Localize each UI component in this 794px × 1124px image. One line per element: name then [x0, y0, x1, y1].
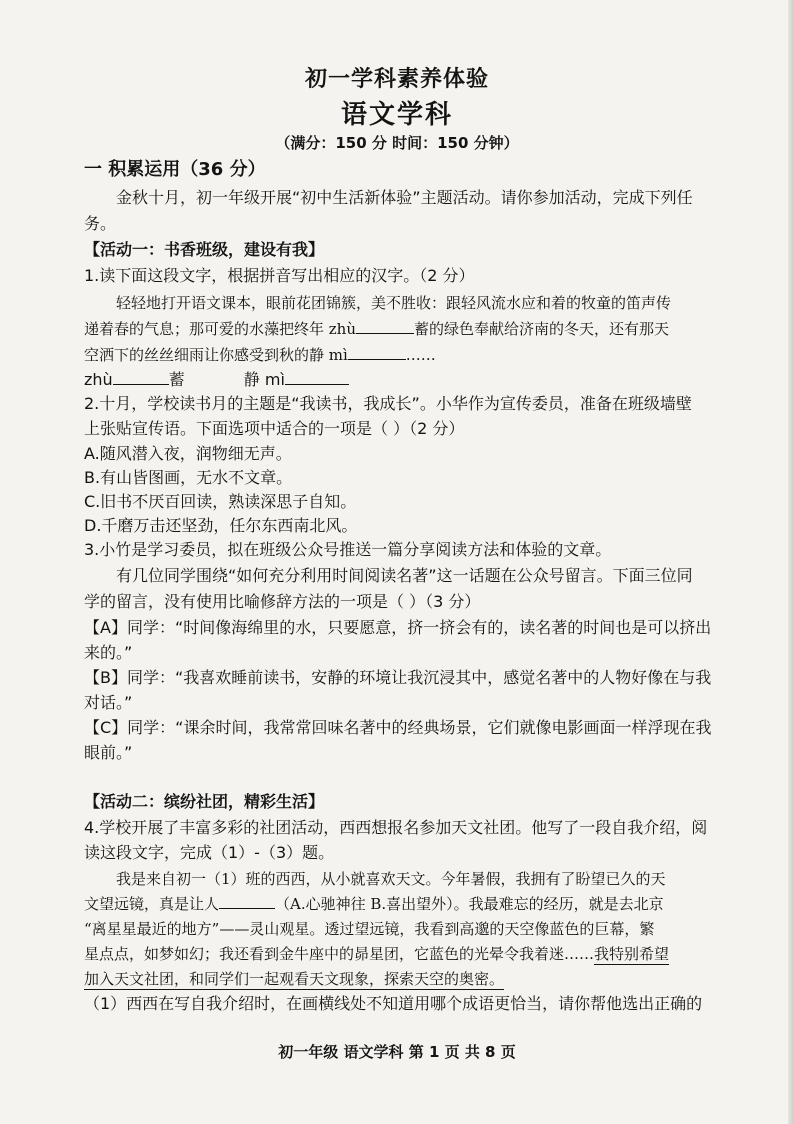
- comment-a: 【A】同学：“时间像海绵里的水，只要愿意，挤一挤会有的，读名著的时间也是可以挤出: [84, 618, 712, 637]
- underlined-text: 我特别希望: [594, 945, 670, 963]
- scan-edge: [788, 0, 794, 1124]
- comment-a: 来的。”: [84, 643, 133, 662]
- section-heading: 一 积累运用（36 分）: [84, 159, 266, 180]
- question-line: 有几位同学围绕“如何充分利用时间阅读名著”这一话题在公众号留言。下面三位同: [116, 566, 693, 585]
- activity-heading: 【活动二：缤纷社团，精彩生活】: [84, 792, 325, 811]
- question-prompt: 1.读下面这段文字，根据拼音写出相应的汉字。（2 分）: [84, 266, 475, 285]
- comment-b: 【B】同学：“我喜欢睡前读书，安静的环境让我沉浸其中，感觉名著中的人物好像在与我: [84, 668, 712, 687]
- comment-b: 对话。”: [84, 693, 133, 712]
- passage-line: [84, 894, 664, 914]
- inline-blank: [219, 894, 275, 909]
- question-line: 3.小竹是学习委员，拟在班级公众号推送一篇分享阅读方法和体验的文章。: [84, 540, 612, 559]
- passage-text: 文望远镜，真是让人: [84, 895, 220, 913]
- answer-blank[interactable]: [285, 370, 349, 385]
- passage-text: 递着春的气息；那可爱的水藻把终年 zhù: [84, 320, 356, 338]
- score-time-info: （满分：150 分 时间：150 分钟）: [275, 134, 519, 152]
- passage-text: 空洒下的丝丝细雨让你感受到秋的静 mì: [84, 346, 348, 364]
- passage-text: 星点点，如梦如幻；我还看到金牛座中的昴星团，它蓝色的光晕令我着迷……: [84, 945, 595, 963]
- answer-line: [84, 370, 349, 390]
- answer-pinyin: zhù: [84, 370, 113, 389]
- passage-text: ……: [405, 346, 436, 364]
- inline-blank: [356, 319, 414, 334]
- sub-question: （1）西西在写自我介绍时，在画横线处不知道用哪个成语更恰当，请你帮他选出正确的: [84, 994, 703, 1013]
- question-line: 4.学校开展了丰富多彩的社团活动，西西想报名参加天文社团。他写了一段自我介绍，阅: [84, 818, 708, 837]
- question-line: 2.十月，学校读书月的主题是“我读书，我成长”。小华作为宣传委员，准备在班级墙壁: [84, 394, 692, 413]
- activity-heading: 【活动一：书香班级，建设有我】: [84, 240, 325, 259]
- passage-line: [84, 969, 504, 989]
- passage-text: （A.心驰神往 B.喜出望外）。我最难忘的经历，就是去北京: [275, 895, 664, 913]
- option-b: B.有山皆图画，无水不文章。: [84, 468, 293, 487]
- passage-line: [84, 319, 669, 339]
- answer-char: 蓄: [168, 370, 185, 389]
- intro-line: 金秋十月，初一年级开展“初中生活新体验”主题活动。请你参加活动，完成下列任: [116, 188, 693, 207]
- option-a: A.随风潜入夜，润物细无声。: [84, 444, 292, 463]
- comment-c: 【C】同学：“课余时间，我常常回味名著中的经典场景，它们就像电影画面一样浮现在我: [84, 718, 712, 737]
- intro-line: 务。: [84, 214, 117, 233]
- comment-c: 眼前。”: [84, 743, 133, 762]
- passage-text: 蓄的绿色奉献给济南的冬天，还有那天: [414, 320, 670, 338]
- passage-line: 我是来自初一（1）班的西西，从小就喜欢天文。今年暑假，我拥有了盼望已久的天: [116, 870, 666, 888]
- underlined-text: 加入天文社团，和同学们一起观看天文现象，探索天空的奥密。: [84, 970, 505, 988]
- exam-title: 初一学科素养体验: [304, 67, 489, 92]
- passage-line: 轻轻地打开语文课本，眼前花团锦簇，美不胜收：跟轻风流水应和着的牧童的笛声传: [116, 294, 672, 312]
- passage-line: [84, 944, 669, 964]
- question-line: 读这段文字，完成（1）-（3）题。: [84, 843, 335, 862]
- option-c: C.旧书不厌百回读，熟读深思子自知。: [84, 492, 357, 511]
- question-line: 学的留言，没有使用比喻修辞方法的一项是（ ）（3 分）: [84, 592, 481, 611]
- passage-line: “离星星最近的地方”——灵山观星。透过望远镜，我看到高邈的天空像蓝色的巨幕，繁: [84, 920, 655, 938]
- subject-title: 语文学科: [340, 100, 453, 130]
- answer-blank[interactable]: [113, 370, 169, 385]
- answer-label: 静 mì: [243, 370, 285, 389]
- passage-line: [84, 345, 436, 365]
- page-footer: 初一年级 语文学科 第 1 页 共 8 页: [278, 1043, 516, 1061]
- inline-blank: [348, 345, 406, 360]
- question-line: 上张贴宣传语。下面选项中适合的一项是（ ）（2 分）: [84, 419, 465, 438]
- option-d: D.千磨万击还坚劲，任尔东西南北风。: [84, 516, 358, 535]
